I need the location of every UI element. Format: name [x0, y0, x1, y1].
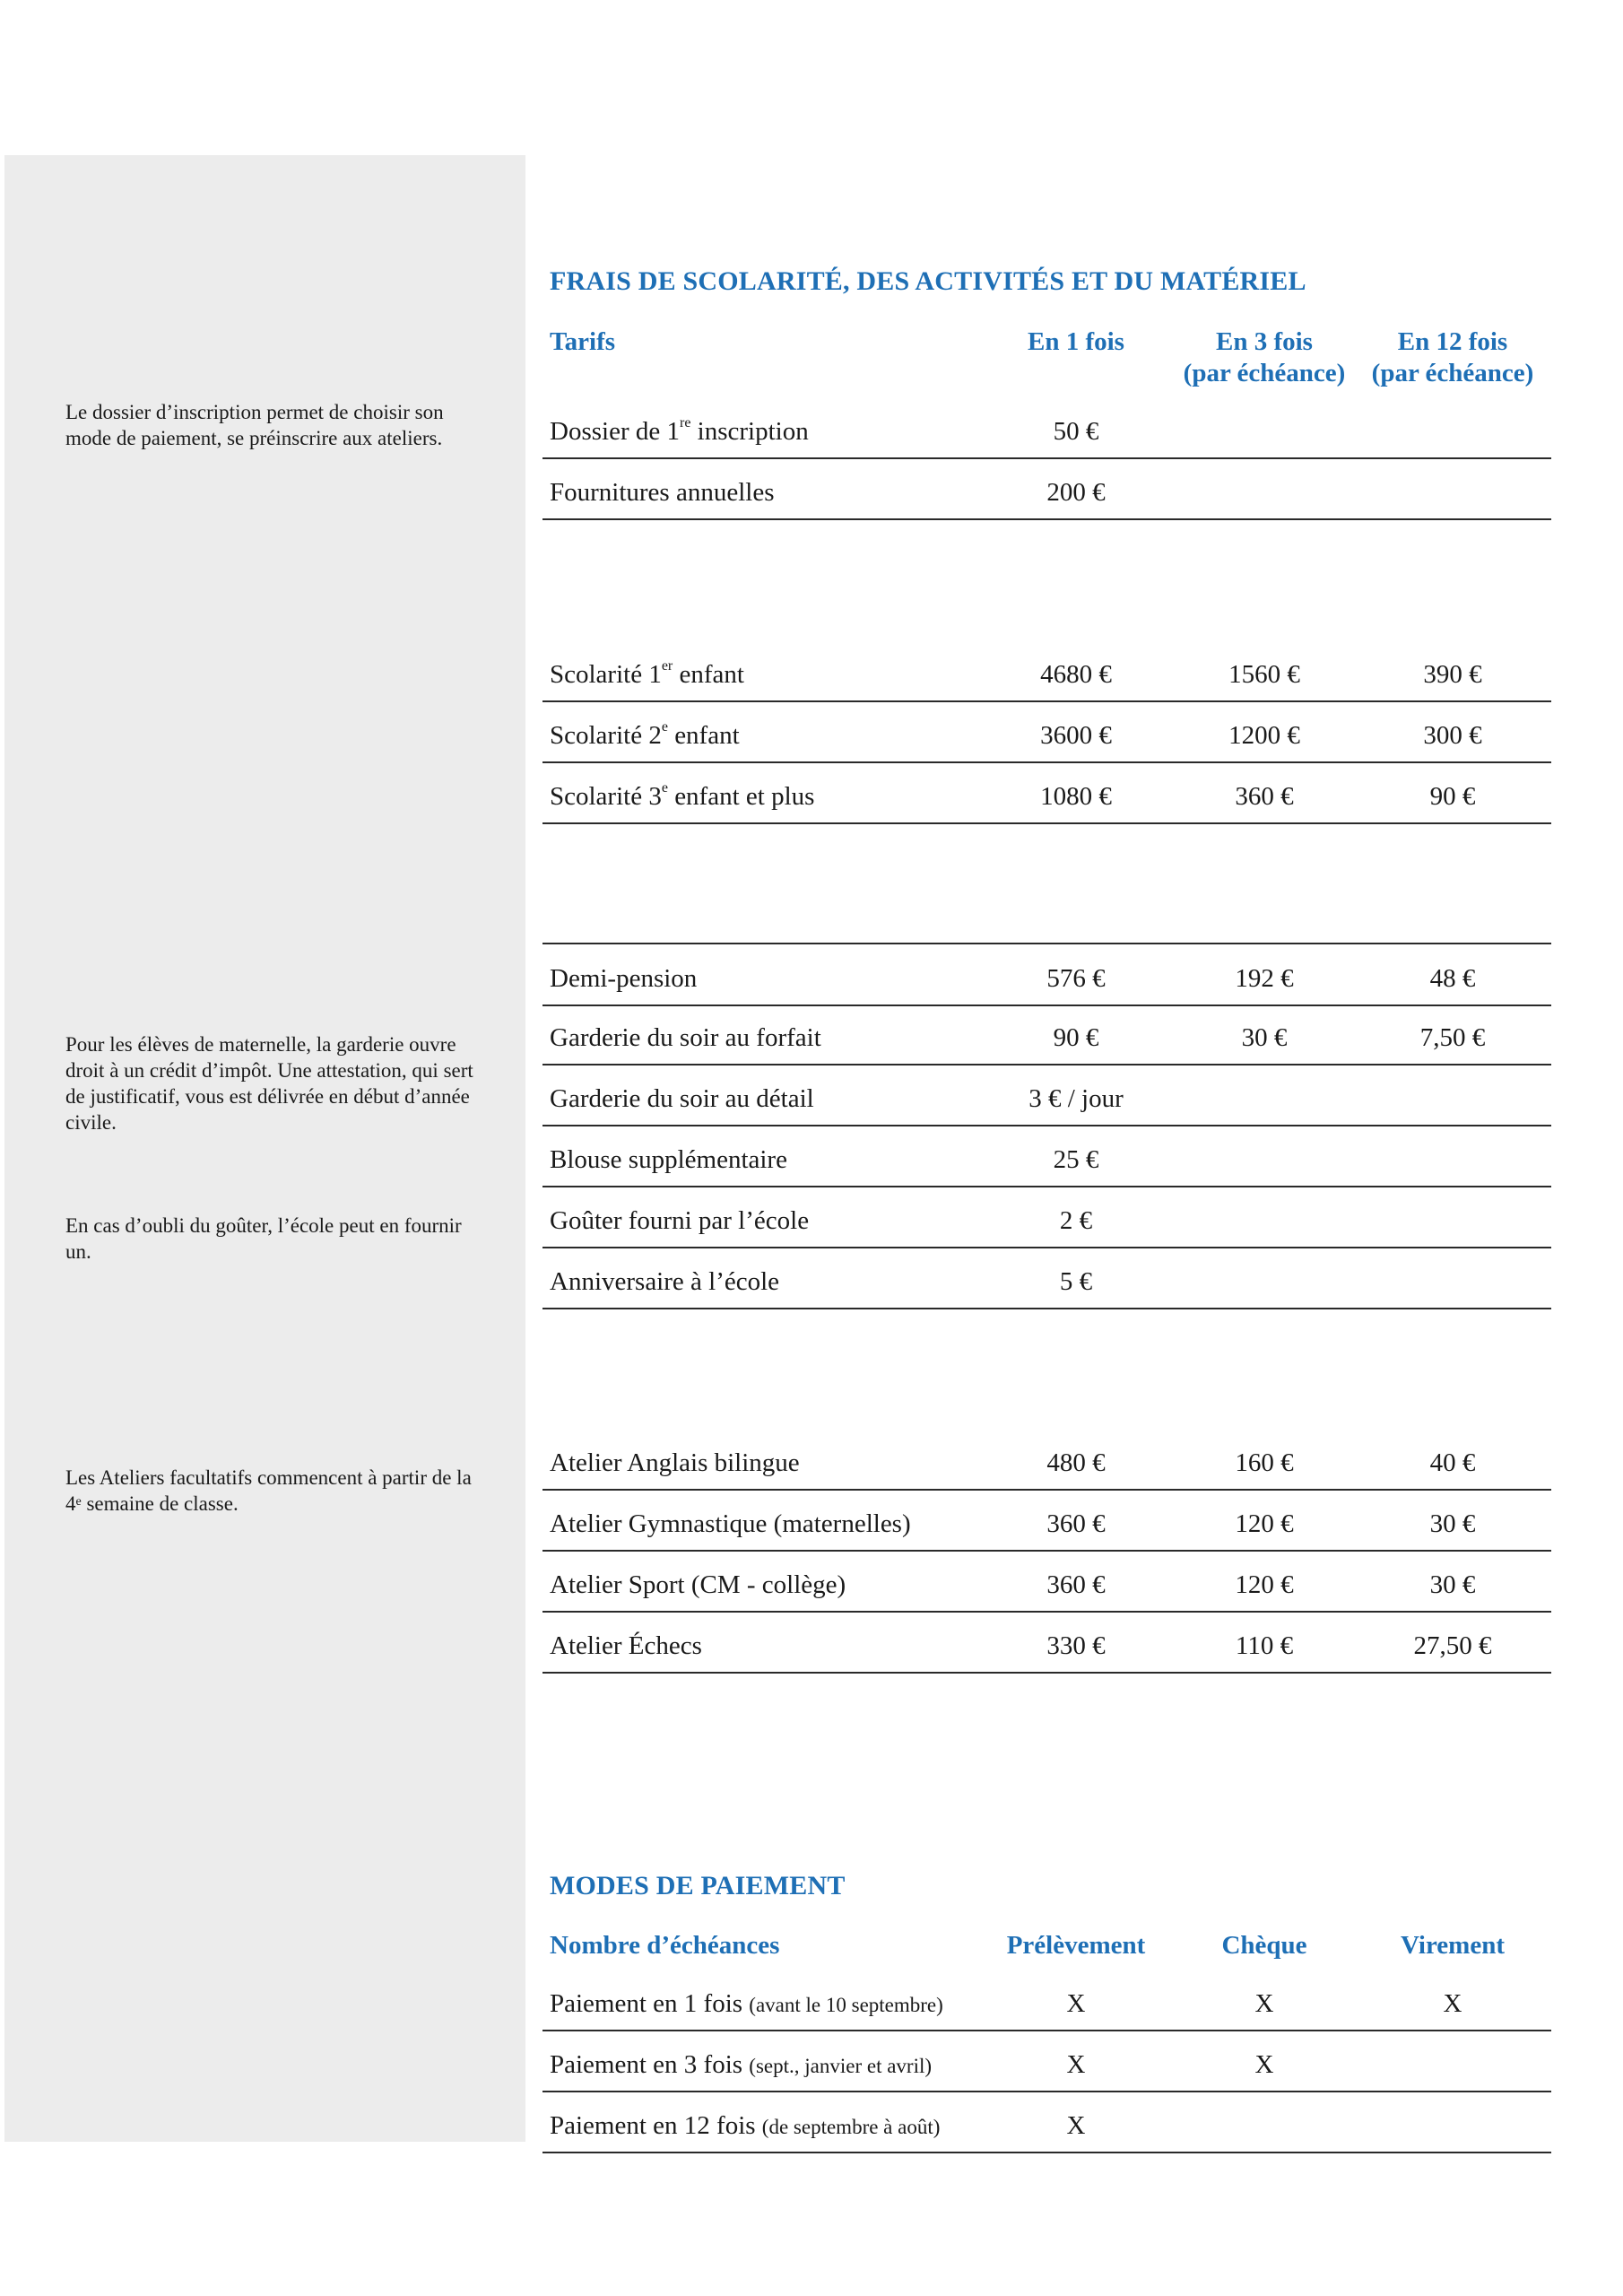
header-prelevement: Prélèvement	[1006, 1931, 1146, 1960]
header-1-fois: En 1 fois	[1028, 327, 1124, 356]
fee-1-fois: 50 €	[1053, 417, 1099, 446]
fee-1-fois: 3 € / jour	[1028, 1084, 1124, 1113]
fee-3-fois: 120 €	[1235, 1570, 1294, 1599]
fee-label: Garderie du soir au détail	[550, 1084, 814, 1113]
fee-12-fois: 300 €	[1423, 721, 1482, 750]
fee-row	[542, 640, 1551, 702]
payment-row	[542, 2031, 1551, 2092]
payment-prelevement: X	[1066, 2050, 1086, 2079]
fee-1-fois: 360 €	[1046, 1570, 1106, 1599]
fee-row	[542, 1551, 1551, 1613]
fee-label: Scolarité 2e enfant	[550, 719, 740, 750]
header-cheque: Chèque	[1221, 1931, 1307, 1960]
fee-row	[542, 1612, 1551, 1674]
fee-label: Fournitures annuelles	[550, 478, 775, 507]
note-gouter: En cas d’oubli du goûter, l’école peut en fournir un.	[65, 1214, 462, 1263]
fee-12-fois: 30 €	[1429, 1509, 1476, 1538]
fee-12-fois: 27,50 €	[1413, 1631, 1492, 1660]
payment-row	[542, 1970, 1551, 2031]
fee-12-fois: 48 €	[1429, 964, 1476, 993]
header-12-fois: En 12 fois (par échéance)	[1371, 327, 1534, 387]
payment-row	[542, 2092, 1551, 2153]
fee-row	[542, 458, 1551, 520]
fee-row	[542, 1065, 1551, 1126]
fee-row	[542, 1490, 1551, 1552]
fee-row	[542, 762, 1551, 824]
fee-1-fois: 360 €	[1046, 1509, 1106, 1538]
fee-label: Atelier Sport (CM - collège)	[550, 1570, 846, 1599]
fee-1-fois: 90 €	[1053, 1023, 1099, 1052]
fee-12-fois: 30 €	[1429, 1570, 1476, 1599]
fee-3-fois: 1200 €	[1228, 721, 1300, 750]
payment-prelevement: X	[1066, 1989, 1086, 2018]
fee-3-fois: 1560 €	[1228, 660, 1300, 689]
fee-label: Atelier Anglais bilingue	[550, 1448, 800, 1477]
fee-row	[542, 1126, 1551, 1187]
header-3-fois: En 3 fois (par échéance)	[1183, 327, 1346, 387]
fee-3-fois: 110 €	[1235, 1631, 1294, 1660]
fee-label: Scolarité 1er enfant	[550, 658, 744, 689]
fee-1-fois: 330 €	[1046, 1631, 1106, 1660]
payment-label: Paiement en 3 fois (sept., janvier et avril)	[550, 2050, 933, 2079]
payment-title: MODES DE PAIEMENT	[550, 1871, 846, 1900]
header-virement: Virement	[1401, 1931, 1505, 1960]
fee-row	[542, 701, 1551, 763]
header-echeances: Nombre d’échéances	[550, 1931, 780, 1960]
fee-label: Anniversaire à l’école	[550, 1267, 780, 1296]
note-garderie: Pour les élèves de maternelle, la garderie ouvre droit à un crédit d’impôt. Une attestation, qui sert de justificatif, vous est délivrée en début d’année civile.	[65, 1033, 473, 1134]
fee-12-fois: 7,50 €	[1419, 1023, 1486, 1052]
fee-label: Demi-pension	[550, 964, 698, 993]
fee-1-fois: 5 €	[1059, 1267, 1093, 1296]
fee-row	[542, 1429, 1551, 1491]
fee-1-fois: 4680 €	[1040, 660, 1112, 689]
fee-row	[542, 943, 1551, 1006]
fee-12-fois: 390 €	[1423, 660, 1482, 689]
fee-1-fois: 480 €	[1046, 1448, 1106, 1477]
header-tarifs: Tarifs	[550, 327, 616, 356]
payment-prelevement: X	[1066, 2111, 1086, 2140]
fee-label: Goûter fourni par l’école	[550, 1206, 810, 1235]
fee-1-fois: 3600 €	[1040, 721, 1112, 750]
fees-title: FRAIS DE SCOLARITÉ, DES ACTIVITÉS ET DU MATÉRIEL	[550, 266, 1306, 296]
fee-1-fois: 576 €	[1046, 964, 1106, 993]
payment-virement: X	[1443, 1989, 1462, 2018]
fee-row	[542, 1248, 1551, 1309]
fee-1-fois: 2 €	[1059, 1206, 1093, 1235]
fee-row	[542, 397, 1551, 459]
fee-row	[542, 1004, 1551, 1065]
fee-3-fois: 192 €	[1235, 964, 1294, 993]
fee-3-fois: 360 €	[1235, 782, 1294, 811]
sidebar-panel	[4, 155, 525, 2142]
fee-3-fois: 120 €	[1235, 1509, 1294, 1538]
fee-12-fois: 40 €	[1429, 1448, 1476, 1477]
payment-label: Paiement en 12 fois (de septembre à août)	[550, 2111, 941, 2140]
fee-label: Dossier de 1re inscription	[550, 415, 809, 446]
fee-1-fois: 25 €	[1053, 1145, 1099, 1174]
fee-label: Garderie du soir au forfait	[550, 1023, 821, 1052]
note-ateliers: Les Ateliers facultatifs commencent à partir de la 4e semaine de classe.	[65, 1466, 472, 1515]
fee-3-fois: 30 €	[1241, 1023, 1288, 1052]
fee-label: Atelier Gymnastique (maternelles)	[550, 1509, 911, 1538]
fee-12-fois: 90 €	[1429, 782, 1476, 811]
note-inscription: Le dossier d’inscription permet de choisir son mode de paiement, se préinscrire aux ateliers.	[65, 401, 444, 449]
fee-row	[542, 1187, 1551, 1248]
fee-1-fois: 1080 €	[1040, 782, 1112, 811]
fee-3-fois: 160 €	[1235, 1448, 1294, 1477]
fee-label: Atelier Échecs	[550, 1631, 702, 1660]
payment-label: Paiement en 1 fois (avant le 10 septembre)	[550, 1989, 943, 2018]
payment-cheque: X	[1254, 2050, 1274, 2079]
fee-label: Scolarité 3e enfant et plus	[550, 780, 815, 811]
fee-label: Blouse supplémentaire	[550, 1145, 787, 1174]
payment-cheque: X	[1254, 1989, 1274, 2018]
fee-1-fois: 200 €	[1046, 478, 1106, 507]
